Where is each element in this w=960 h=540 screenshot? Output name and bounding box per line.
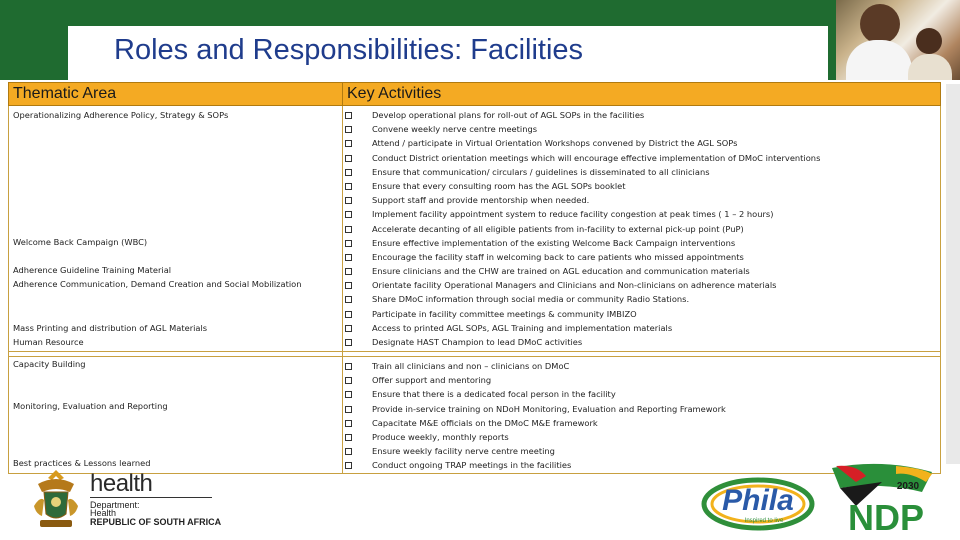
activity-text: Capacitate M&E officials on the DMoC M&E framework xyxy=(372,417,598,428)
activity-item xyxy=(343,321,940,335)
activity-item xyxy=(343,136,940,150)
activity-text: Ensure that communication/ circulars / guidelines is disseminated to all clinicians xyxy=(372,166,710,177)
phila-word: Phila xyxy=(722,484,794,517)
activity-item xyxy=(343,307,940,321)
checkbox-icon xyxy=(345,339,352,346)
activity-item xyxy=(343,373,940,387)
right-edge-panel xyxy=(946,84,960,464)
activity-item xyxy=(343,292,940,306)
ndp-year: 2030 xyxy=(896,481,920,492)
checkbox-icon xyxy=(345,268,352,275)
checkbox-icon xyxy=(345,211,352,218)
health-wordmark: health xyxy=(90,470,153,497)
activity-item xyxy=(343,278,940,292)
checkbox-icon xyxy=(345,462,352,469)
activity-item xyxy=(343,108,940,122)
table-row-block2 xyxy=(9,357,941,474)
activity-item xyxy=(343,250,940,264)
checkbox-icon xyxy=(345,420,352,427)
activity-item xyxy=(343,151,940,165)
activity-item xyxy=(343,165,940,179)
activity-text: Share DMoC information through social media or community Radio Stations. xyxy=(372,294,690,305)
area-label-guideline-training: Adherence Guideline Training Material xyxy=(13,265,172,275)
area-label-best-practices: Best practices & Lessons learned xyxy=(13,458,151,468)
activity-text: Accelerate decanting of all eligible patients from in-facility to external pick-up point (PuP) xyxy=(372,223,744,234)
activity-text: Conduct District orientation meetings which will encourage effective implementation of DMoC interventions xyxy=(372,152,821,163)
activity-item xyxy=(343,430,940,444)
checkbox-icon xyxy=(345,282,352,289)
dept-name: Health xyxy=(90,508,117,518)
activity-text: Attend / participate in Virtual Orientation Workshops convened by District the AGL SOPs xyxy=(372,138,738,149)
activity-text: Ensure clinicians and the CHW are trained on AGL education and communication materials xyxy=(372,266,750,277)
activity-item xyxy=(343,444,940,458)
activities-cell-block2 xyxy=(343,357,941,474)
activity-item xyxy=(343,387,940,401)
areas-cell-block1 xyxy=(9,106,343,352)
area-label-mass-printing: Mass Printing and distribution of AGL Materials xyxy=(13,323,208,333)
checkbox-icon xyxy=(345,448,352,455)
area-label-wbc: Welcome Back Campaign (WBC) xyxy=(13,237,148,247)
activity-text: Develop operational plans for roll-out of AGL SOPs in the facilities xyxy=(372,110,645,120)
activity-text: Convene weekly nerve centre meetings xyxy=(372,124,538,135)
activity-item xyxy=(343,264,940,278)
activities-cell-block1 xyxy=(343,106,941,352)
checkbox-icon xyxy=(345,406,352,413)
activity-item xyxy=(343,207,940,221)
activity-item xyxy=(343,222,940,236)
checkbox-icon xyxy=(345,377,352,384)
activity-text: Train all clinicians and non – clinicians on DMoC xyxy=(372,361,570,371)
checkbox-icon xyxy=(345,169,352,176)
activities-list-block2 xyxy=(343,357,940,473)
dept-country: REPUBLIC OF SOUTH AFRICA xyxy=(90,517,222,527)
areas-cell-block2 xyxy=(9,357,343,474)
checkbox-icon xyxy=(345,311,352,318)
phila-tagline: Inspired to live xyxy=(744,518,784,524)
checkbox-icon xyxy=(345,126,352,133)
page-title: Roles and Responsibilities: Facilities xyxy=(114,34,584,66)
activity-item xyxy=(343,416,940,430)
header-thematic-area: Thematic Area xyxy=(9,83,343,106)
area-label-operationalizing: Operationalizing Adherence Policy, Strategy & SOPs xyxy=(13,110,229,120)
area-label-communication: Adherence Communication, Demand Creation and Social Mobilization xyxy=(13,279,302,289)
checkbox-icon xyxy=(345,226,352,233)
activity-text: Orientate facility Operational Managers and Clinicians and Non-clinicians on adherence materials xyxy=(372,280,777,291)
checkbox-icon xyxy=(345,140,352,147)
area-label-human-resource: Human Resource xyxy=(13,337,84,347)
checkbox-icon xyxy=(345,155,352,162)
activity-text: Provide in-service training on NDoH Monitoring, Evaluation and Reporting Framework xyxy=(372,403,726,414)
checkbox-icon xyxy=(345,363,352,370)
activity-item xyxy=(343,335,940,349)
activity-text: Ensure that every consulting room has the AGL SOPs booklet xyxy=(372,180,626,191)
header-key-activities: Key Activities xyxy=(343,83,941,106)
activity-text: Offer support and mentoring xyxy=(372,375,492,386)
activity-item xyxy=(343,359,940,373)
phila-logo-icon xyxy=(700,464,816,534)
ndp-word: NDP xyxy=(847,497,925,536)
activities-list-block1 xyxy=(343,106,940,349)
activity-text: Produce weekly, monthly reports xyxy=(372,431,509,442)
activity-text: Designate HAST Champion to lead DMoC activities xyxy=(372,337,583,347)
table-row-block1 xyxy=(9,106,941,352)
activity-item xyxy=(343,236,940,250)
dept-label: Department: xyxy=(90,500,140,510)
activity-text: Participate in facility committee meetings & community IMBIZO xyxy=(372,308,637,319)
activity-item xyxy=(343,122,940,136)
activity-text: Ensure that there is a dedicated focal person in the facility xyxy=(372,389,616,400)
checkbox-icon xyxy=(345,391,352,398)
activity-text: Access to printed AGL SOPs, AGL Training and implementation materials xyxy=(372,322,673,333)
area-label-monitoring: Monitoring, Evaluation and Reporting xyxy=(13,401,168,411)
header-photo xyxy=(836,0,960,80)
ndp-logo-icon xyxy=(826,462,938,536)
activities-table xyxy=(8,82,941,474)
checkbox-icon xyxy=(345,254,352,261)
checkbox-icon xyxy=(345,197,352,204)
activity-item xyxy=(343,193,940,207)
area-label-capacity-building: Capacity Building xyxy=(13,359,86,369)
activity-text: Conduct ongoing TRAP meetings in the facilities xyxy=(372,460,572,471)
checkbox-icon xyxy=(345,296,352,303)
checkbox-icon xyxy=(345,183,352,190)
activity-text: Implement facility appointment system to reduce facility congestion at peak times ( 1 – 2 hours) xyxy=(372,209,774,220)
checkbox-icon xyxy=(345,112,352,119)
activity-text: Support staff and provide mentorship when needed. xyxy=(372,195,590,206)
dept-divider xyxy=(90,497,212,498)
activity-text: Ensure weekly facility nerve centre meeting xyxy=(372,446,555,457)
activity-text: Encourage the facility staff in welcoming back to care patients who missed appointments xyxy=(372,251,744,262)
table-header-row xyxy=(9,83,941,106)
activity-item xyxy=(343,402,940,416)
activity-item xyxy=(343,179,940,193)
checkbox-icon xyxy=(345,240,352,247)
activity-text: Ensure effective implementation of the existing Welcome Back Campaign interventions xyxy=(372,237,736,248)
checkbox-icon xyxy=(345,434,352,441)
checkbox-icon xyxy=(345,325,352,332)
coat-of-arms-icon xyxy=(30,466,82,532)
